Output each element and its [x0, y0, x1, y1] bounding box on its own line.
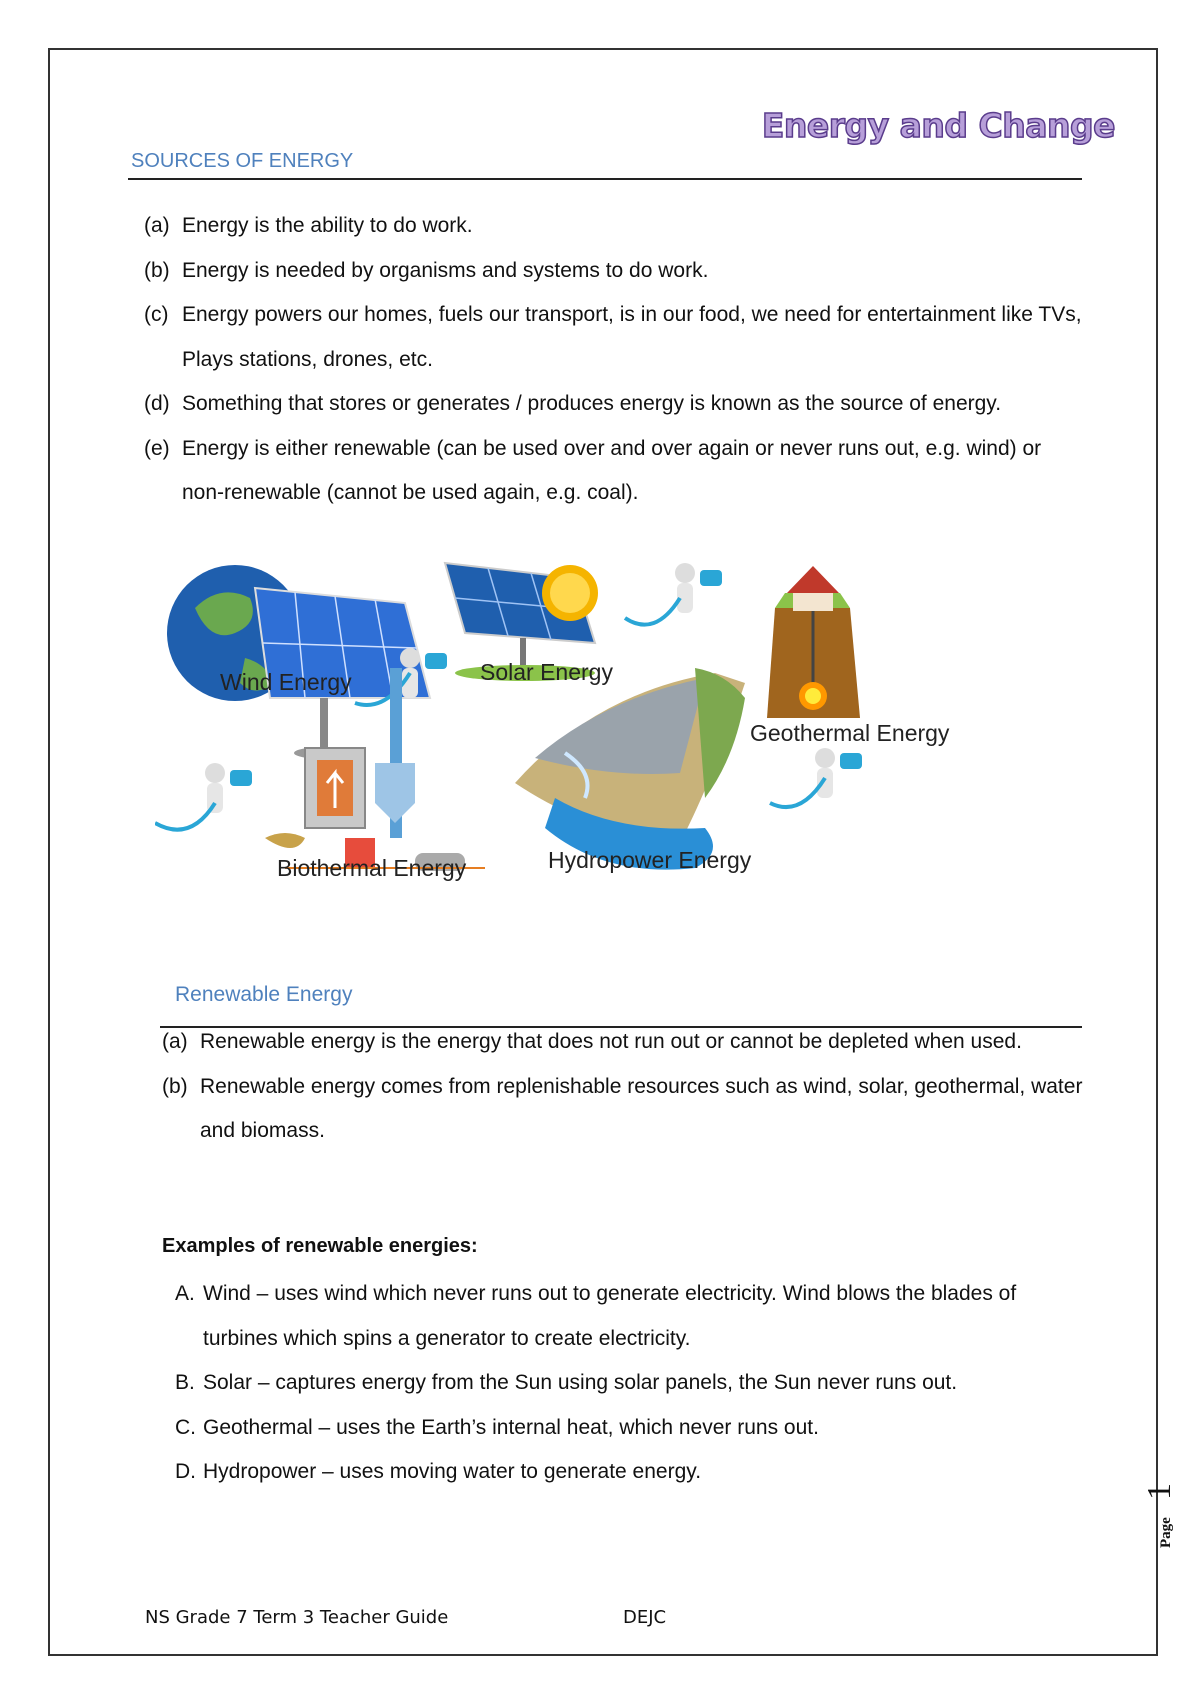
- list-item: [175, 1450, 1085, 1495]
- hydropower-energy-caption: Hydropower Energy: [548, 847, 752, 873]
- renewable-energy-heading: Renewable Energy: [175, 983, 353, 1006]
- page-number-value: 1: [1141, 1483, 1178, 1500]
- biothermal-energy-caption: Biothermal Energy: [277, 855, 467, 881]
- footer-code: DEJC: [623, 1607, 667, 1628]
- list-item: [144, 382, 1089, 427]
- footer-guide: NS Grade 7 Term 3 Teacher Guide: [145, 1607, 449, 1628]
- list-item: [144, 204, 1089, 249]
- item-text: Renewable energy comes from replenishable resources such as wind, solar, geothermal, water and biomass.: [200, 1074, 1083, 1142]
- page-number: [1140, 1470, 1180, 1550]
- renewable-list: [162, 1020, 1087, 1154]
- item-label: C.: [175, 1415, 196, 1439]
- section-heading: SOURCES OF ENERGY: [131, 150, 354, 172]
- list-item: [175, 1406, 1085, 1451]
- plug-figure-icon: [770, 748, 862, 807]
- solar-energy-caption: Solar Energy: [480, 659, 613, 685]
- list-item: [144, 249, 1089, 294]
- item-text: Energy is the ability to do work.: [182, 214, 473, 237]
- item-label: D.: [175, 1460, 196, 1483]
- list-item: [144, 293, 1089, 382]
- item-text: Energy is needed by organisms and systems to do work.: [182, 258, 709, 282]
- item-text: Solar – captures energy from the Sun using solar panels, the Sun never runs out.: [203, 1371, 958, 1394]
- hydropower-dam-icon: [515, 668, 745, 870]
- page-word: Page: [1158, 1517, 1174, 1548]
- wind-energy-caption: Wind Energy: [220, 669, 352, 695]
- list-item: [162, 1065, 1087, 1154]
- item-label: A.: [175, 1282, 195, 1305]
- item-label: (a): [144, 214, 170, 237]
- item-text: Hydropower – uses moving water to generate energy.: [203, 1460, 702, 1483]
- item-text: Something that stores or generates / produces energy is known as the source of energy.: [182, 392, 1002, 415]
- item-label: (a): [162, 1030, 188, 1053]
- item-text: Wind – uses wind which never runs out to generate electricity. Wind blows the blades of turbines which spins a generator to create electricity.: [203, 1282, 1017, 1350]
- geothermal-energy-caption: Geothermal Energy: [750, 720, 950, 746]
- examples-heading: Examples of renewable energies:: [162, 1235, 478, 1257]
- item-label: (e): [144, 436, 170, 460]
- item-text: Energy powers our homes, fuels our transport, is in our food, we need for entertainment like TVs, Plays stations, drones, etc.: [182, 303, 1082, 371]
- heading-rule: [128, 178, 1082, 180]
- page-title: Energy and Change: [761, 106, 1115, 145]
- energy-sources-illustration: [155, 548, 1055, 968]
- item-label: (b): [144, 258, 170, 282]
- geothermal-house-icon: [767, 566, 860, 718]
- item-text: Energy is either renewable (can be used over and over again or never runs out, e.g. wind) or non-renewable (cannot be used again, e.g. coal).: [182, 436, 1042, 504]
- intro-list: [144, 204, 1089, 516]
- plug-figure-icon: [155, 763, 252, 830]
- item-label: (d): [144, 392, 170, 415]
- item-text: Renewable energy is the energy that does not run out or cannot be depleted when used.: [200, 1030, 1022, 1053]
- list-item: [175, 1272, 1085, 1361]
- plug-figure-icon: [625, 563, 722, 625]
- list-item: [175, 1361, 1085, 1406]
- list-item: [144, 427, 1089, 516]
- item-label: B.: [175, 1371, 195, 1394]
- list-item: [162, 1020, 1087, 1065]
- examples-list: [175, 1272, 1085, 1495]
- item-text: Geothermal – uses the Earth’s internal heat, which never runs out.: [203, 1415, 819, 1439]
- item-label: (b): [162, 1074, 188, 1098]
- item-label: (c): [144, 303, 169, 326]
